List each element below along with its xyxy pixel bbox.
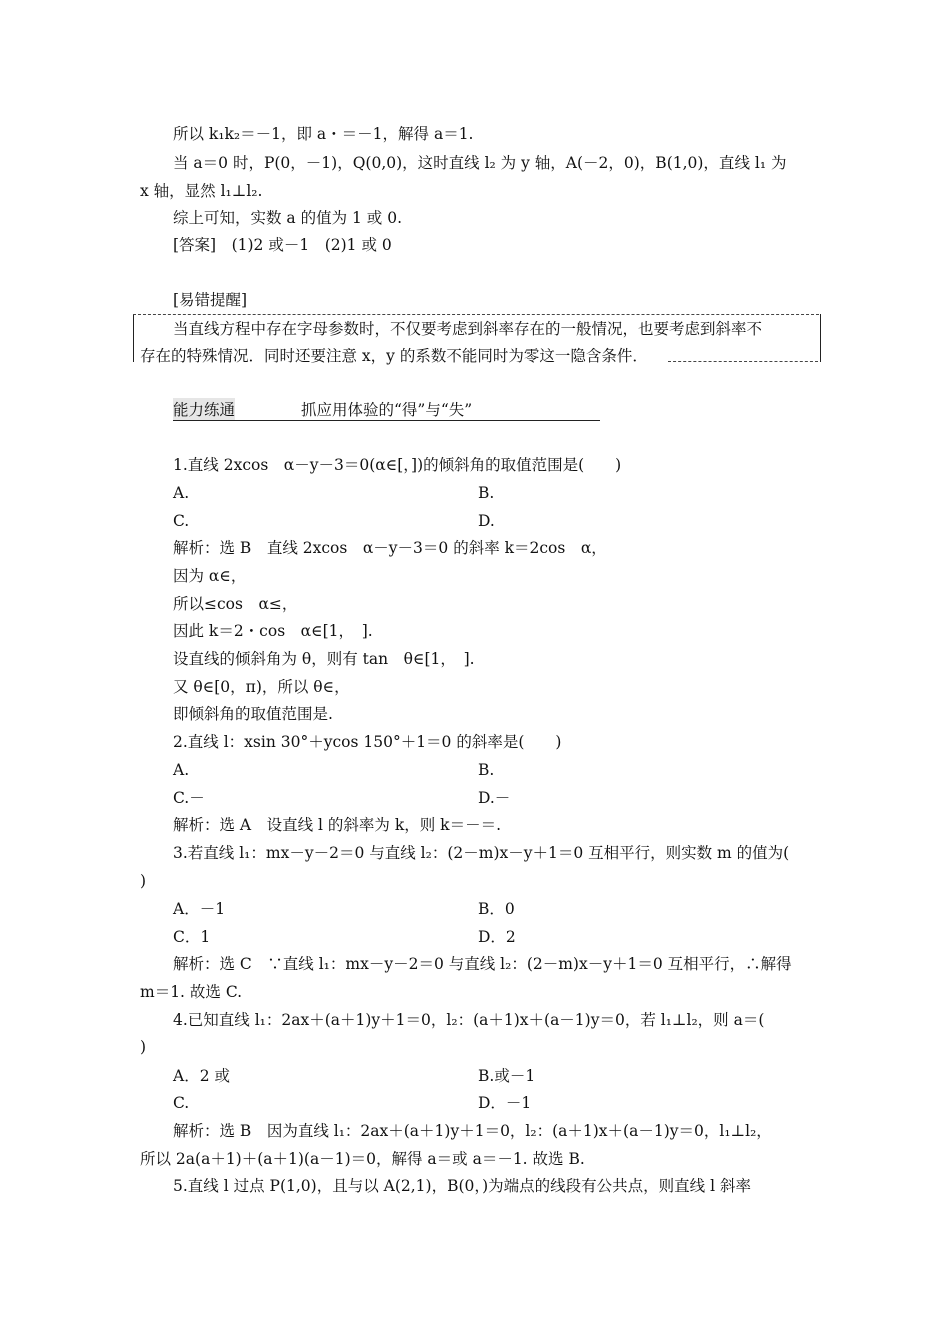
q3-option-d: D．2 (478, 928, 516, 946)
q2-option-a: A. (173, 761, 190, 779)
q4-stem-2: ) (140, 1038, 147, 1056)
q1-solution-3: 所以≤cos α≤， (173, 595, 298, 613)
q1-solution-4: 因此 k＝2・cos α∈[1， ]. (173, 622, 373, 640)
tip-title: [易错提醒] (173, 291, 248, 309)
section-subtitle: 抓应用体验的“得”与“失” (301, 401, 473, 419)
q3-option-c: C．1 (173, 928, 211, 946)
q1-solution-1: 解析：选 B 直线 2xcos α－y－3＝0 的斜率 k＝2cos α， (173, 539, 607, 557)
q2-option-b: B. (478, 761, 495, 779)
q5-stem: 5.直线 l 过点 P(1,0)，且与以 A(2,1)，B(0，)为端点的线段有公共点，则直线 l 斜率 (173, 1177, 751, 1195)
q1-option-b: B. (478, 484, 495, 502)
q2-option-c: C.－ (173, 789, 205, 807)
q3-stem-2: ) (140, 872, 147, 890)
q1-solution-6: 又 θ∈[0，π)，所以 θ∈， (173, 678, 350, 696)
q3-option-a: A．－1 (173, 900, 226, 918)
q2-stem: 2.直线 l：xsin 30°＋ycos 150°＋1＝0 的斜率是( ) (173, 733, 562, 751)
intro-line-1: 所以 k₁k₂＝－1，即 a・＝－1，解得 a＝1. (173, 125, 474, 143)
q4-option-a: A．2 或 (173, 1067, 230, 1085)
q1-solution-7: 即倾斜角的取值范围是. (173, 705, 333, 723)
tip-box-top-border (133, 314, 819, 315)
tip-box-bottom-border (668, 361, 818, 362)
q4-option-b: B.或－1 (478, 1067, 536, 1085)
answer-line: [答案] (1)2 或－1 (2)1 或 0 (173, 236, 392, 254)
q4-stem-1: 4.已知直线 l₁：2ax＋(a＋1)y＋1＝0，l₂：(a＋1)x＋(a－1)y＝0，若 l₁⊥l₂，则 a＝( (173, 1011, 765, 1029)
q1-option-a: A. (173, 484, 190, 502)
intro-line-2: 当 a＝0 时，P(0，－1)，Q(0,0)，这时直线 l₂ 为 y 轴，A(－2，0)，B(1,0)，直线 l₁ 为 (173, 154, 787, 172)
q4-solution-1: 解析：选 B 因为直线 l₁：2ax＋(a＋1)y＋1＝0，l₂：(a＋1)x＋(a－1)y＝0，l₁⊥l₂， (173, 1122, 772, 1140)
q1-solution-5: 设直线的倾斜角为 θ，则有 tan θ∈[1， ]. (173, 650, 475, 668)
q4-solution-2: 所以 2a(a＋1)＋(a＋1)(a－1)＝0，解得 a＝或 a＝－1. 故选 B. (140, 1150, 585, 1168)
tip-line-2: 存在的特殊情况．同时还要注意 x，y 的系数不能同时为零这一隐含条件． (140, 347, 648, 365)
q3-solution-1: 解析：选 C ∵直线 l₁：mx－y－2＝0 与直线 l₂：(2－m)x－y＋1＝0 互相平行，∴解得 (173, 955, 792, 973)
q4-option-c: C. (173, 1094, 190, 1112)
section-heading (173, 398, 600, 421)
q4-option-d: D．－1 (478, 1094, 532, 1112)
q2-option-d: D.－ (478, 789, 511, 807)
q3-option-b: B．0 (478, 900, 515, 918)
intro-line-4: 综上可知，实数 a 的值为 1 或 0. (173, 209, 403, 227)
tip-line-1: 当直线方程中存在字母参数时，不仅要考虑到斜率存在的一般情况，也要考虑到斜率不 (173, 320, 763, 338)
q1-stem: 1.直线 2xcos α－y－3＝0(α∈[，])的倾斜角的取值范围是( ) (173, 456, 622, 474)
q1-option-d: D. (478, 512, 495, 530)
section-label: 能力练通 (173, 398, 235, 420)
q2-solution: 解析：选 A 设直线 l 的斜率为 k，则 k＝－＝. (173, 816, 501, 834)
q3-stem-1: 3.若直线 l₁：mx－y－2＝0 与直线 l₂：(2－m)x－y＋1＝0 互相平行，则实数 m 的值为( (173, 844, 790, 862)
intro-line-3: x 轴，显然 l₁⊥l₂. (140, 182, 263, 200)
q3-solution-2: m＝1. 故选 C. (140, 983, 243, 1001)
q1-option-c: C. (173, 512, 190, 530)
q1-solution-2: 因为 α∈， (173, 567, 247, 585)
